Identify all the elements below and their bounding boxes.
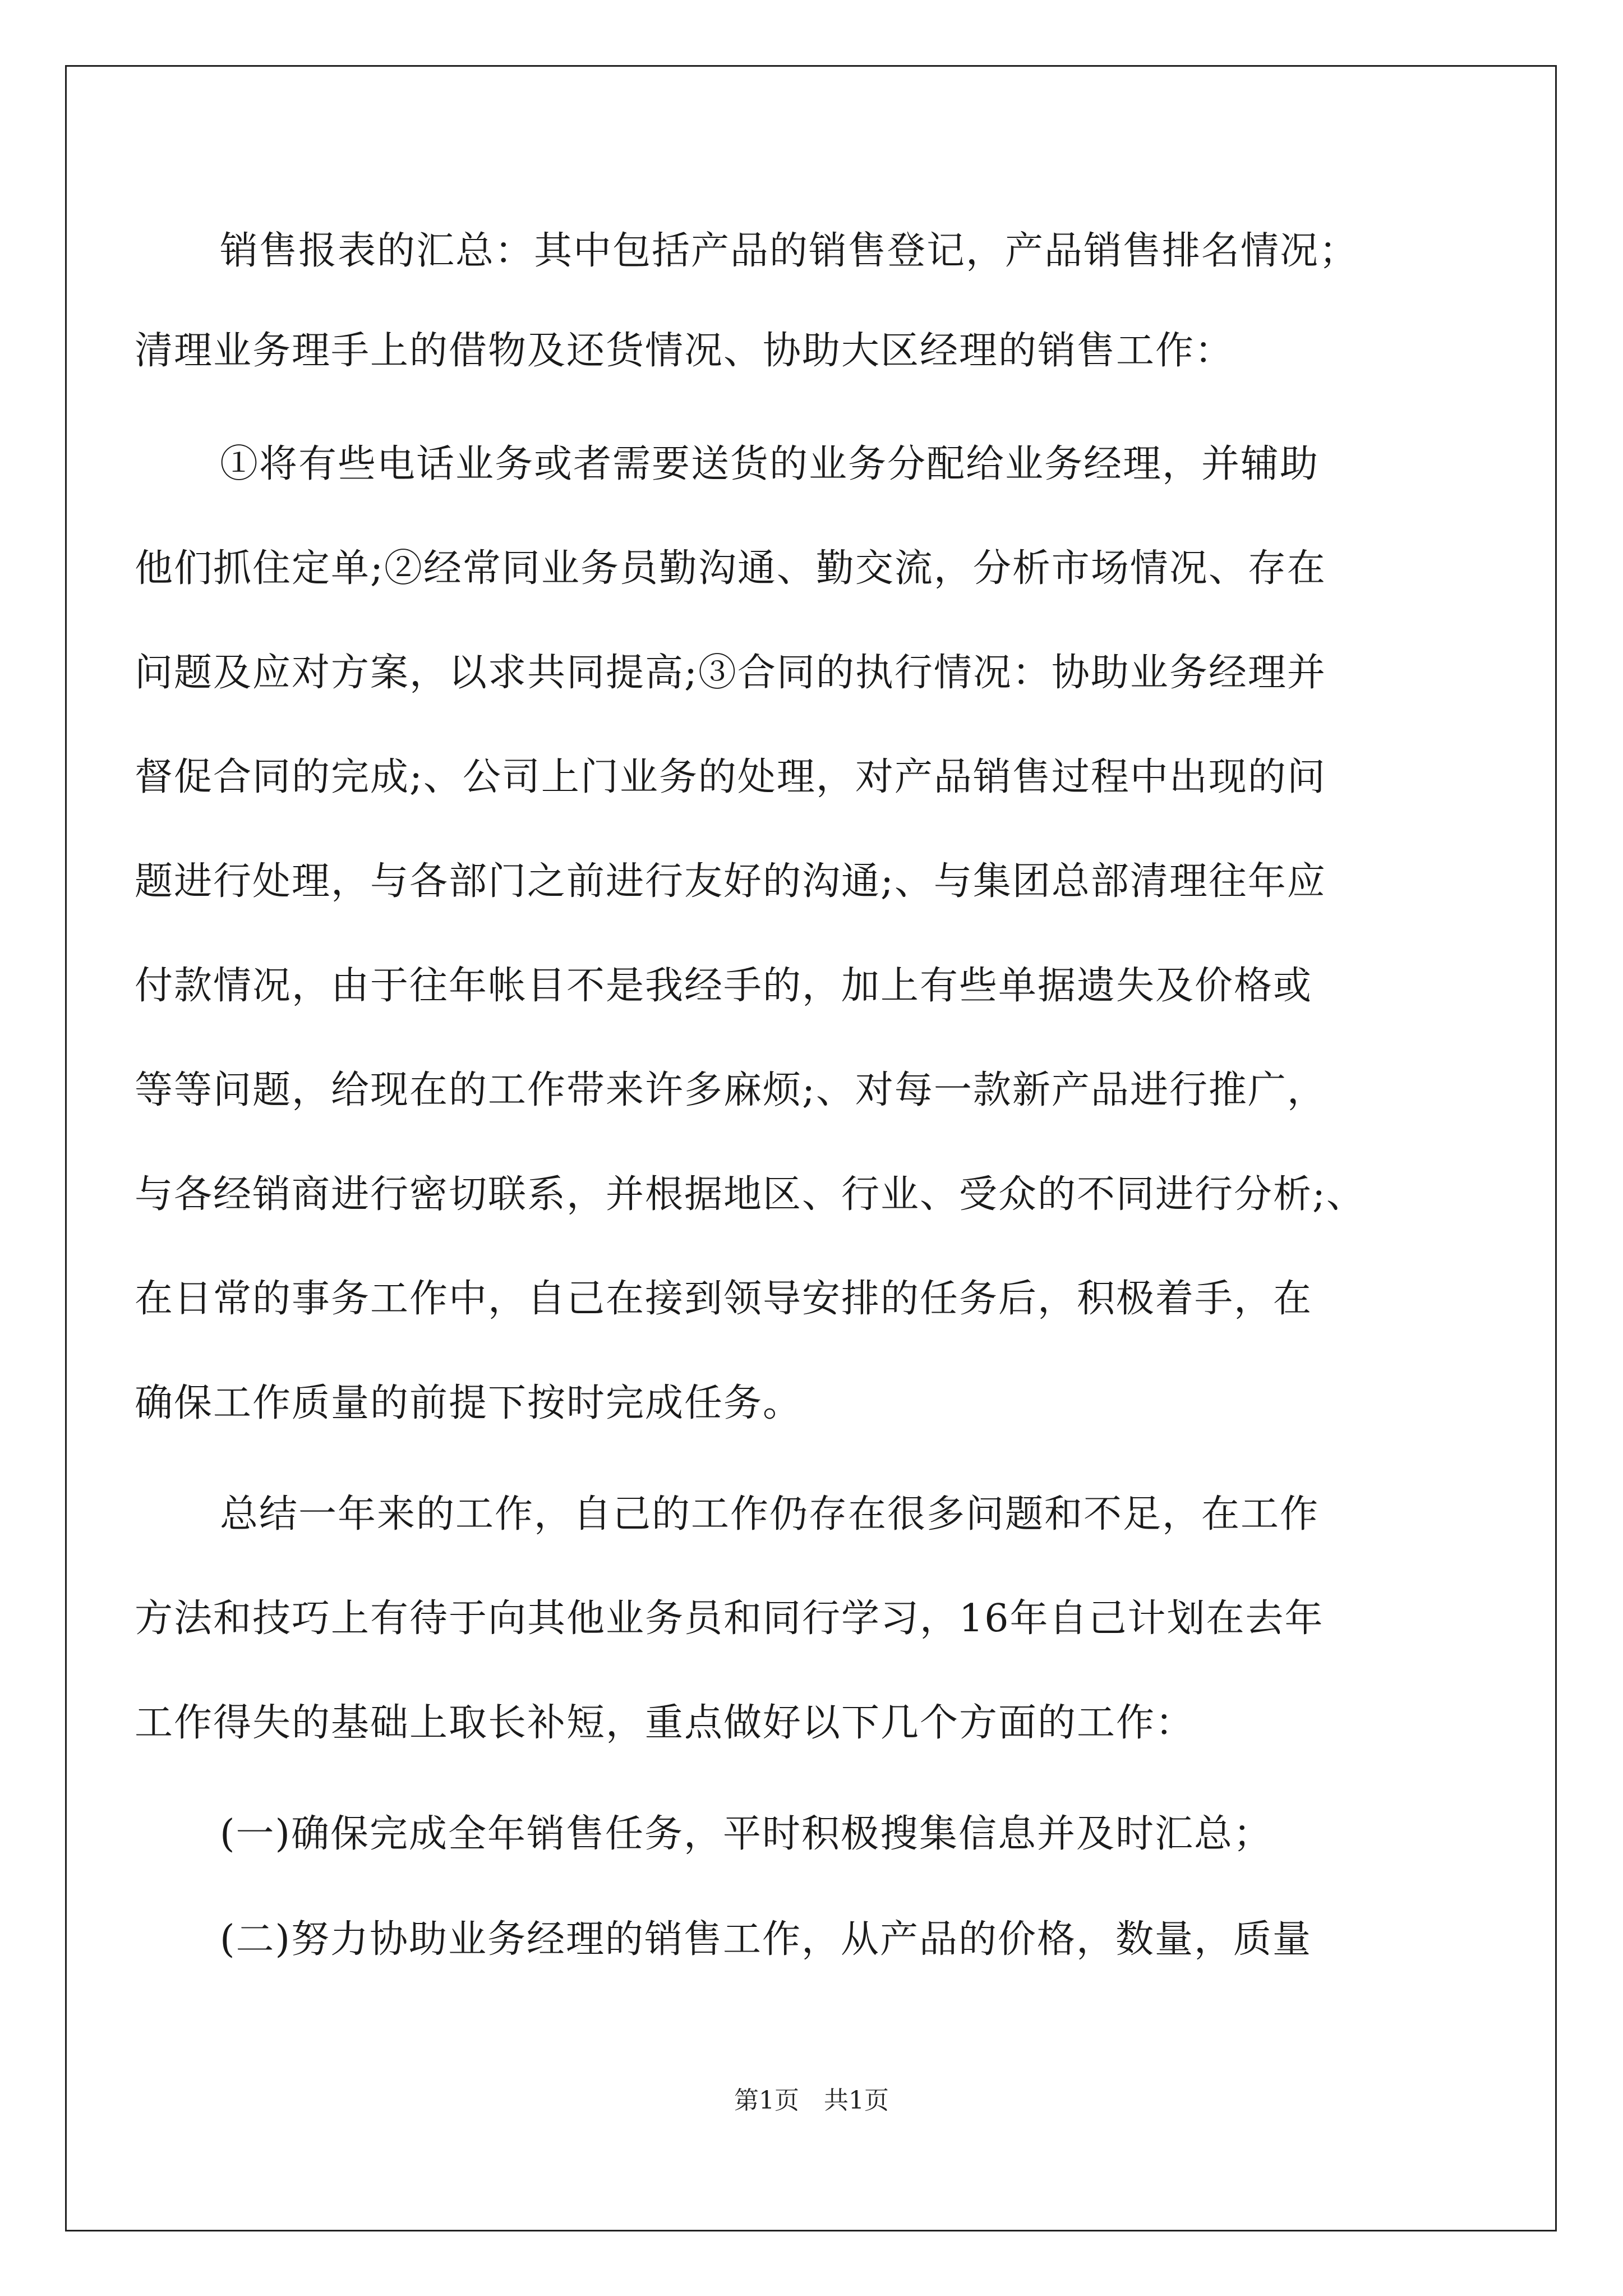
paragraph-line: 在日常的事务工作中，自己在接到领导安排的任务后，积极着手，在: [135, 1277, 1313, 1321]
paragraph-line: 确保工作质量的前提下按时完成任务。: [135, 1381, 803, 1425]
paragraph-line: 他们抓住定单;②经常同业务员勤沟通、勤交流，分析市场情况、存在: [135, 546, 1326, 591]
paragraph-line: 题进行处理，与各部门之前进行友好的沟通;、与集团总部清理往年应: [135, 859, 1326, 904]
paragraph-line: 问题及应对方案，以求共同提高;③合同的执行情况：协助业务经理并: [135, 651, 1326, 695]
page-border: [65, 65, 1557, 2231]
paragraph-line: 等等问题，给现在的工作带来许多麻烦;、对每一款新产品进行推广，: [135, 1068, 1326, 1112]
paragraph-line: 与各经销商进行密切联系，并根据地区、行业、受众的不同进行分析;、: [135, 1172, 1366, 1217]
paragraph-line: (二)努力协助业务经理的销售工作，从产品的价格，数量，质量: [220, 1917, 1312, 1962]
paragraph-line: ①将有些电话业务或者需要送货的业务分配给业务经理，并辅助: [220, 442, 1320, 486]
paragraph-line: 清理业务理手上的借物及还货情况、协助大区经理的销售工作：: [135, 329, 1234, 373]
paragraph-line: 总结一年来的工作，自己的工作仍存在很多问题和不足，在工作: [220, 1492, 1320, 1536]
paragraph-line: 方法和技巧上有待于向其他业务员和同行学习，16年自己计划在去年: [135, 1596, 1324, 1641]
paragraph-line: (一)确保完成全年销售任务，平时积极搜集信息并及时汇总；: [220, 1812, 1273, 1856]
paragraph-line: 销售报表的汇总：其中包括产品的销售登记，产品销售排名情况；: [220, 229, 1359, 273]
paragraph-line: 督促合同的完成;、公司上门业务的处理，对产品销售过程中出现的问: [135, 755, 1326, 799]
page-number-footer: 第1页 共1页: [734, 2086, 889, 2115]
paragraph-line: 付款情况，由于往年帐目不是我经手的，加上有些单据遗失及价格或: [135, 964, 1313, 1008]
paragraph-line: 工作得失的基础上取长补短，重点做好以下几个方面的工作：: [135, 1701, 1195, 1745]
